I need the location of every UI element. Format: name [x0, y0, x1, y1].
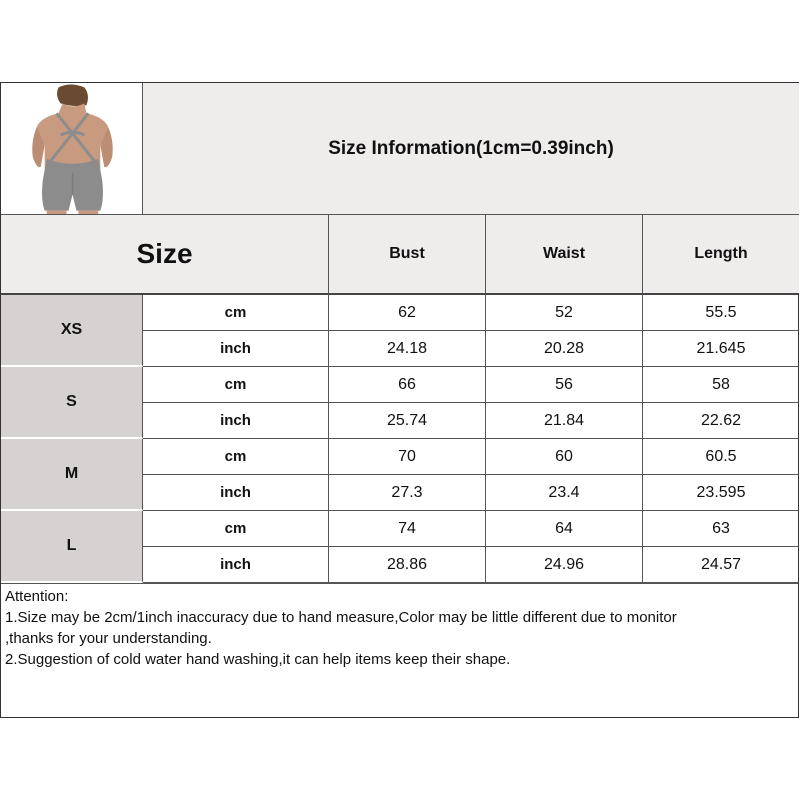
bust-value: 70 [329, 439, 486, 475]
size-label-xs: XS [1, 295, 143, 367]
bust-value: 74 [329, 511, 486, 547]
size-label-m: M [1, 439, 143, 511]
note-line-2: 2.Suggestion of cold water hand washing,it can help items keep their shape. [5, 651, 511, 668]
bust-value: 62 [329, 295, 486, 331]
bust-value: 66 [329, 367, 486, 403]
bust-value: 24.18 [329, 331, 486, 367]
notes-heading: Attention: [5, 588, 69, 605]
unit-label: inch [143, 403, 329, 439]
unit-label: cm [143, 367, 329, 403]
length-value: 22.62 [643, 403, 799, 439]
note-line-1-continued: ,thanks for your understanding. [5, 630, 212, 647]
size-label-l: L [1, 511, 143, 583]
waist-value: 60 [486, 439, 643, 475]
bust-value: 28.86 [329, 547, 486, 583]
waist-value: 21.84 [486, 403, 643, 439]
waist-value: 56 [486, 367, 643, 403]
bust-column-header: Bust [329, 215, 486, 295]
waist-value: 20.28 [486, 331, 643, 367]
model-back-image [1, 83, 142, 215]
attention-notes [1, 583, 798, 717]
length-column-header: Length [643, 215, 799, 295]
waist-value: 52 [486, 295, 643, 331]
bust-value: 25.74 [329, 403, 486, 439]
unit-label: inch [143, 547, 329, 583]
unit-label: cm [143, 511, 329, 547]
length-value: 21.645 [643, 331, 799, 367]
length-value: 63 [643, 511, 799, 547]
waist-value: 64 [486, 511, 643, 547]
bust-value: 27.3 [329, 475, 486, 511]
unit-label: cm [143, 295, 329, 331]
unit-label: cm [143, 439, 329, 475]
chart-title: Size Information(1cm=0.39inch) [143, 83, 799, 215]
length-value: 23.595 [643, 475, 799, 511]
length-value: 55.5 [643, 295, 799, 331]
length-value: 60.5 [643, 439, 799, 475]
length-value: 24.57 [643, 547, 799, 583]
size-label-s: S [1, 367, 143, 439]
note-line-1: 1.Size may be 2cm/1inch inaccuracy due to hand measure,Color may be little different due to monitor [5, 609, 677, 626]
size-chart-table [0, 82, 799, 718]
waist-column-header: Waist [486, 215, 643, 295]
waist-value: 24.96 [486, 547, 643, 583]
size-column-header: Size [1, 215, 329, 295]
length-value: 58 [643, 367, 799, 403]
unit-label: inch [143, 475, 329, 511]
product-photo [1, 83, 143, 215]
unit-label: inch [143, 331, 329, 367]
waist-value: 23.4 [486, 475, 643, 511]
